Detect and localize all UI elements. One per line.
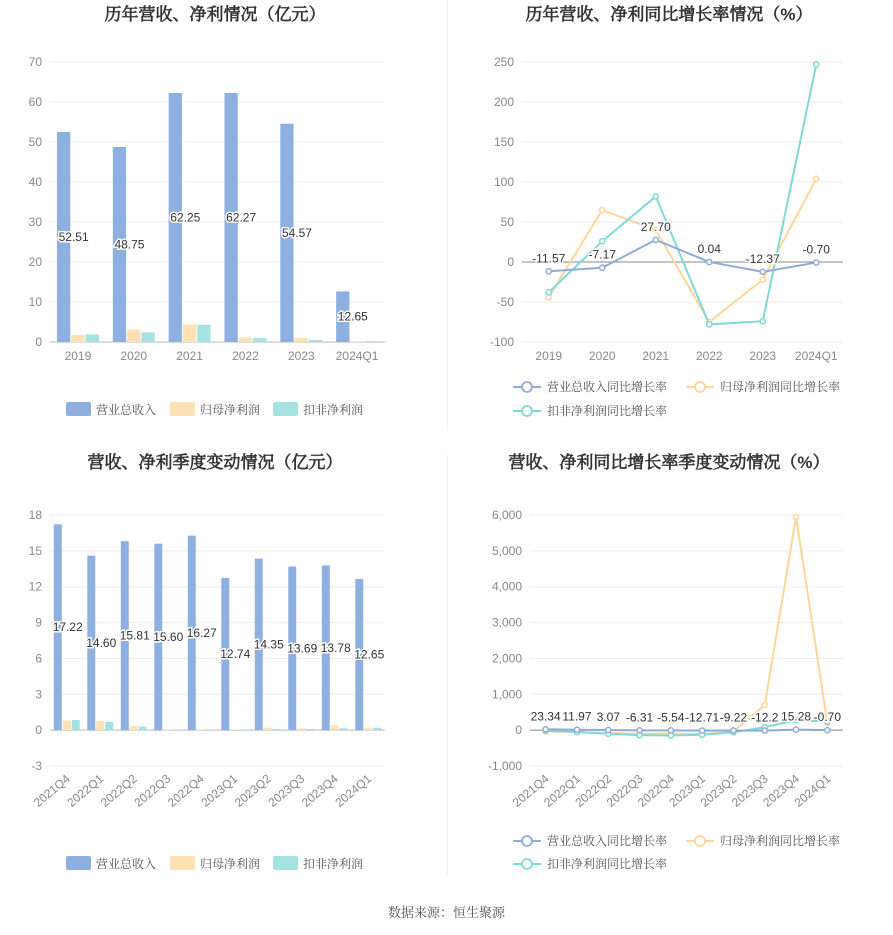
x-tick-label: 2022Q1 bbox=[64, 771, 107, 810]
legend-swatch bbox=[170, 856, 195, 870]
series-point bbox=[814, 260, 819, 265]
quarterly-growth-rate-chart bbox=[447, 450, 893, 890]
data-label: 15.60 bbox=[153, 629, 184, 644]
x-tick-label: 2021Q4 bbox=[509, 771, 552, 810]
series-point bbox=[546, 290, 551, 295]
data-label: 27.70 bbox=[640, 219, 671, 234]
series-point bbox=[762, 728, 767, 733]
data-label: 0.04 bbox=[697, 241, 721, 256]
y-tick-label: 1,000 bbox=[491, 687, 522, 702]
data-label: 3.07 bbox=[596, 710, 620, 725]
bar-扣非净利润 bbox=[105, 722, 113, 730]
x-tick-label: 2023 bbox=[749, 349, 777, 363]
chart-title: 历年营收、净利同比增长率情况（%） bbox=[525, 5, 813, 24]
data-label: -5.54 bbox=[657, 710, 685, 725]
y-tick-label: 4,000 bbox=[491, 579, 522, 594]
data-label: -12.71 bbox=[685, 710, 720, 725]
x-tick-label: 2023Q4 bbox=[298, 771, 341, 810]
legend-label: 扣非净利润 bbox=[303, 857, 364, 871]
bar-扣非净利润 bbox=[273, 729, 281, 730]
bar-扣非净利润 bbox=[340, 728, 348, 730]
annual-revenue-profit-chart bbox=[0, 0, 447, 430]
chart-title: 营收、净利季度变动情况（亿元） bbox=[87, 453, 343, 472]
y-tick-label: 12 bbox=[28, 579, 42, 594]
y-tick-label: 0 bbox=[35, 335, 42, 349]
data-label: -0.70 bbox=[813, 710, 842, 725]
data-label: 23.34 bbox=[530, 709, 561, 724]
bar-归母净利润 bbox=[350, 341, 363, 342]
series-point bbox=[600, 239, 605, 244]
y-tick-label: 18 bbox=[28, 508, 42, 522]
x-tick-label: 2021Q4 bbox=[30, 771, 73, 810]
bar-扣非净利润 bbox=[365, 341, 378, 342]
y-tick-label: 3 bbox=[35, 687, 42, 702]
series-point bbox=[707, 322, 712, 327]
series-point bbox=[825, 728, 830, 733]
data-label: 48.75 bbox=[114, 237, 145, 252]
x-tick-label: 2020 bbox=[588, 349, 616, 363]
x-tick-label: 2022 bbox=[695, 349, 723, 363]
x-tick-label: 2023 bbox=[287, 349, 315, 363]
series-point bbox=[814, 62, 819, 67]
y-tick-label: 150 bbox=[493, 135, 514, 149]
legend-label: 归母净利润同比增长率 bbox=[720, 380, 841, 394]
data-label: -12.37 bbox=[745, 251, 780, 266]
bar-扣非净利润 bbox=[239, 730, 247, 731]
column-divider-lower bbox=[447, 455, 448, 875]
data-label: -7.17 bbox=[588, 247, 616, 262]
data-label: 54.57 bbox=[281, 225, 312, 240]
bar-归母净利润 bbox=[239, 337, 252, 342]
bar-归母净利润 bbox=[127, 330, 140, 342]
series-point bbox=[762, 702, 767, 707]
series-point bbox=[653, 237, 658, 242]
bar-归母净利润 bbox=[364, 728, 372, 730]
bar-扣非净利润 bbox=[139, 727, 147, 731]
y-tick-label: 50 bbox=[500, 215, 514, 229]
bar-归母净利润 bbox=[183, 324, 196, 342]
data-label: -0.70 bbox=[802, 242, 830, 257]
x-tick-label: 2021 bbox=[642, 349, 670, 363]
data-label: 13.69 bbox=[287, 641, 318, 656]
y-tick-label: 6 bbox=[35, 651, 42, 666]
x-tick-label: 2019 bbox=[535, 349, 563, 363]
y-tick-label: 60 bbox=[28, 95, 42, 109]
y-tick-label: 20 bbox=[28, 255, 42, 269]
series-point bbox=[793, 727, 798, 732]
x-tick-label: 2023Q2 bbox=[697, 771, 740, 810]
bar-扣非净利润 bbox=[141, 332, 154, 342]
x-tick-label: 2024Q1 bbox=[332, 771, 375, 810]
y-tick-label: 2,000 bbox=[491, 651, 522, 666]
bar-扣非净利润 bbox=[306, 729, 314, 730]
legend-swatch bbox=[66, 402, 91, 416]
chart-title: 营收、净利同比增长率季度变动情况（%） bbox=[508, 453, 830, 472]
bar-扣非净利润 bbox=[86, 334, 99, 342]
legend-marker bbox=[522, 382, 532, 392]
series-point bbox=[668, 728, 673, 733]
x-tick-label: 2023Q2 bbox=[231, 771, 274, 810]
y-tick-label: 5,000 bbox=[491, 543, 522, 558]
y-tick-label: -50 bbox=[496, 295, 514, 309]
legend-label: 营业总收入 bbox=[96, 403, 157, 417]
data-label: -9.22 bbox=[719, 710, 748, 725]
x-tick-label: 2022 bbox=[232, 349, 259, 363]
bar-归母净利润 bbox=[71, 335, 84, 342]
x-tick-label: 2024Q1 bbox=[335, 349, 379, 363]
series-point bbox=[637, 728, 642, 733]
data-label: 14.60 bbox=[86, 635, 117, 650]
series-point bbox=[814, 176, 819, 181]
bar-扣非净利润 bbox=[172, 730, 180, 731]
legend-marker bbox=[695, 836, 705, 846]
series-point bbox=[543, 727, 548, 732]
y-tick-label: 3,000 bbox=[491, 615, 522, 630]
legend-marker bbox=[695, 382, 705, 392]
bar-扣非净利润 bbox=[197, 325, 210, 342]
y-tick-label: 6,000 bbox=[491, 508, 522, 522]
x-tick-label: 2021 bbox=[176, 349, 203, 363]
x-tick-label: 2019 bbox=[64, 349, 92, 363]
legend-label: 扣非净利润 bbox=[303, 403, 364, 417]
column-divider bbox=[447, 0, 448, 430]
data-label: 15.28 bbox=[781, 709, 812, 724]
y-tick-label: 10 bbox=[28, 295, 42, 309]
x-tick-label: 2022Q1 bbox=[541, 771, 583, 810]
x-tick-label: 2023Q4 bbox=[760, 771, 802, 810]
series-point bbox=[600, 207, 605, 212]
series-point bbox=[760, 277, 765, 282]
legend-label: 扣非净利润同比增长率 bbox=[547, 857, 668, 871]
bar-归母净利润 bbox=[63, 721, 71, 731]
series-point bbox=[731, 728, 736, 733]
bar-扣非净利润 bbox=[373, 728, 381, 730]
x-tick-label: 2022Q2 bbox=[97, 771, 140, 810]
x-tick-label: 2023Q1 bbox=[666, 771, 709, 810]
y-tick-label: 200 bbox=[493, 95, 514, 109]
series-point bbox=[760, 319, 765, 324]
data-label: -12.2 bbox=[751, 710, 779, 725]
bar-扣非净利润 bbox=[253, 338, 266, 342]
legend-swatch bbox=[66, 856, 91, 870]
legend-label: 营业总收入同比增长率 bbox=[547, 834, 668, 848]
x-tick-label: 2023Q3 bbox=[728, 771, 771, 810]
legend-label: 营业总收入同比增长率 bbox=[547, 380, 668, 394]
data-label: 62.27 bbox=[226, 210, 257, 225]
bar-归母净利润 bbox=[264, 728, 272, 730]
data-label: 12.65 bbox=[337, 309, 368, 324]
y-tick-label: 9 bbox=[35, 615, 42, 630]
data-label: -6.31 bbox=[625, 710, 654, 725]
x-tick-label: 2022Q4 bbox=[635, 771, 677, 810]
data-label: 15.81 bbox=[119, 628, 150, 643]
y-tick-label: -100 bbox=[489, 335, 514, 349]
series-point bbox=[707, 259, 712, 264]
bar-归母净利润 bbox=[297, 728, 305, 730]
y-tick-label: 30 bbox=[28, 215, 42, 229]
bar-归母净利润 bbox=[163, 730, 171, 731]
bar-归母净利润 bbox=[197, 730, 205, 731]
x-tick-label: 2022Q4 bbox=[164, 771, 207, 810]
bar-归母净利润 bbox=[331, 725, 339, 730]
series-point bbox=[760, 269, 765, 274]
series-point bbox=[668, 733, 673, 738]
legend-marker bbox=[522, 406, 532, 416]
y-tick-label: 100 bbox=[493, 175, 514, 189]
bar-归母净利润 bbox=[130, 726, 138, 730]
y-tick-label: -3 bbox=[31, 759, 42, 773]
series-point bbox=[653, 194, 658, 199]
bar-扣非净利润 bbox=[72, 720, 80, 730]
y-tick-label: 0 bbox=[507, 255, 514, 269]
data-label: 14.35 bbox=[253, 637, 284, 652]
y-tick-label: 0 bbox=[35, 723, 42, 738]
x-tick-label: 2024Q1 bbox=[791, 771, 834, 810]
series-point bbox=[600, 265, 605, 270]
chart-title: 历年营收、净利情况（亿元） bbox=[104, 5, 326, 24]
series-line-扣非净利润同比增长率 bbox=[549, 64, 817, 324]
data-source-note: 数据来源：恒生聚源 bbox=[387, 905, 505, 920]
series-line-归母净利润同比增长率 bbox=[546, 517, 828, 734]
y-tick-label: 50 bbox=[28, 135, 42, 149]
legend-label: 营业总收入 bbox=[96, 857, 157, 871]
series-point bbox=[546, 269, 551, 274]
legend-label: 归母净利润 bbox=[200, 857, 261, 871]
series-point bbox=[793, 514, 798, 519]
legend-label: 归母净利润 bbox=[200, 403, 261, 417]
series-point bbox=[574, 727, 579, 732]
x-tick-label: 2020 bbox=[120, 349, 148, 363]
data-label: -11.57 bbox=[532, 251, 566, 266]
y-tick-label: 70 bbox=[28, 55, 42, 69]
annual-growth-rate-chart bbox=[447, 0, 893, 430]
legend-label: 归母净利润同比增长率 bbox=[720, 834, 841, 848]
legend-swatch bbox=[170, 402, 195, 416]
bar-扣非净利润 bbox=[206, 730, 214, 731]
data-label: 52.51 bbox=[58, 229, 89, 244]
bar-扣非净利润 bbox=[309, 340, 322, 342]
legend-swatch bbox=[273, 856, 298, 870]
quarterly-revenue-profit-chart bbox=[0, 450, 447, 890]
bar-归母净利润 bbox=[295, 338, 308, 342]
data-label: 12.74 bbox=[220, 647, 251, 662]
x-tick-label: 2023Q3 bbox=[265, 771, 308, 810]
x-tick-label: 2023Q1 bbox=[198, 771, 241, 810]
y-tick-label: 40 bbox=[28, 175, 42, 189]
x-tick-label: 2022Q2 bbox=[572, 771, 615, 810]
series-point bbox=[606, 727, 611, 732]
data-label: 12.65 bbox=[354, 647, 385, 662]
legend-label: 扣非净利润同比增长率 bbox=[547, 404, 668, 418]
x-tick-label: 2022Q3 bbox=[603, 771, 646, 810]
y-tick-label: 250 bbox=[493, 55, 514, 69]
legend-marker bbox=[522, 859, 532, 869]
data-label: 62.25 bbox=[170, 210, 201, 225]
bar-归母净利润 bbox=[230, 730, 238, 731]
data-label: 16.27 bbox=[186, 625, 217, 640]
series-line-营业总收入同比增长率 bbox=[546, 729, 828, 730]
series-point bbox=[700, 728, 705, 733]
y-tick-label: 0 bbox=[515, 723, 522, 738]
legend-marker bbox=[522, 836, 532, 846]
data-label: 11.97 bbox=[562, 709, 592, 724]
y-tick-label: 15 bbox=[28, 543, 42, 558]
x-tick-label: 2024Q1 bbox=[794, 349, 838, 363]
legend-swatch bbox=[273, 402, 298, 416]
bar-归母净利润 bbox=[96, 721, 104, 730]
x-tick-label: 2022Q3 bbox=[131, 771, 174, 810]
data-label: 17.22 bbox=[52, 620, 83, 635]
data-label: 13.78 bbox=[320, 640, 351, 655]
y-tick-label: -1,000 bbox=[487, 759, 522, 773]
